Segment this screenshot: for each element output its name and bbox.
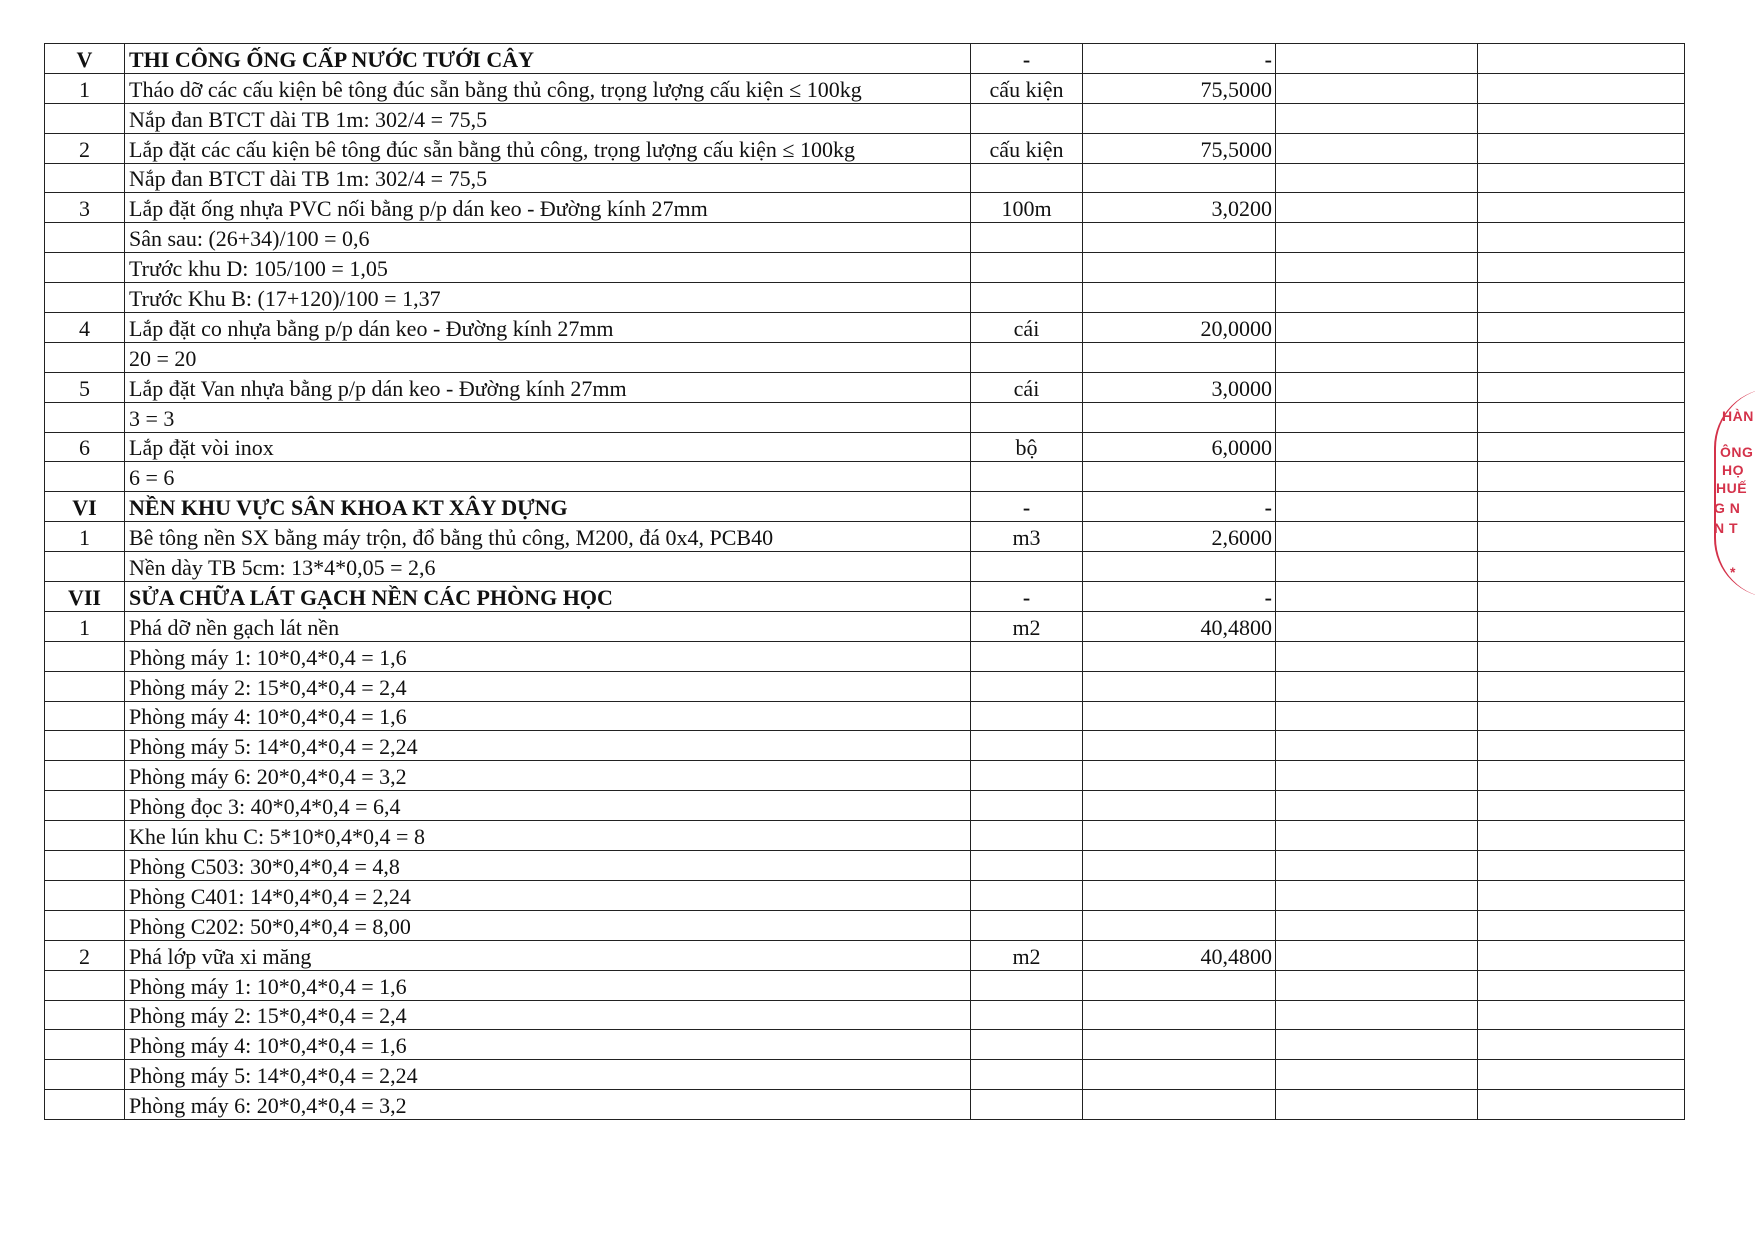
table-row: [45, 223, 1685, 253]
table-row: [45, 1090, 1685, 1120]
description-cell: Khe lún khu C: 5*10*0,4*0,4 = 8: [125, 821, 971, 851]
quantity-cell: -: [1083, 492, 1276, 522]
table-row: [45, 163, 1685, 193]
description-cell: Tháo dỡ các cấu kiện bê tông đúc sẵn bằng thủ công, trọng lượng cấu kiện ≤ 100kg: [125, 73, 971, 103]
description-cell: Bê tông nền SX bằng máy trộn, đổ bằng thủ công, M200, đá 0x4, PCB40: [125, 522, 971, 552]
stt-cell: 1: [45, 522, 125, 552]
description-cell: 20 = 20: [125, 342, 971, 372]
quantity-cell: [1083, 1030, 1276, 1060]
table-row: [45, 1060, 1685, 1090]
description-cell: Lắp đặt co nhựa bằng p/p dán keo - Đường kính 27mm: [125, 313, 971, 343]
extra-cell-1: [1276, 1030, 1478, 1060]
unit-cell: m2: [971, 611, 1083, 641]
description-cell: Phá dỡ nền gạch lát nền: [125, 611, 971, 641]
unit-cell: [971, 641, 1083, 671]
extra-cell-1: [1276, 253, 1478, 283]
quantity-cell: 75,5000: [1083, 133, 1276, 163]
stt-cell: [45, 1060, 125, 1090]
description-cell: Trước Khu B: (17+120)/100 = 1,37: [125, 283, 971, 313]
quantity-cell: [1083, 223, 1276, 253]
extra-cell-1: [1276, 731, 1478, 761]
unit-cell: [971, 223, 1083, 253]
extra-cell-1: [1276, 940, 1478, 970]
unit-cell: [971, 821, 1083, 851]
stt-cell: 3: [45, 193, 125, 223]
extra-cell-1: [1276, 402, 1478, 432]
description-cell: Phòng C202: 50*0,4*0,4 = 8,00: [125, 910, 971, 940]
stt-cell: [45, 671, 125, 701]
extra-cell-2: [1478, 910, 1685, 940]
stt-cell: [45, 851, 125, 881]
extra-cell-1: [1276, 821, 1478, 851]
unit-cell: [971, 910, 1083, 940]
extra-cell-2: [1478, 432, 1685, 462]
extra-cell-2: [1478, 103, 1685, 133]
quantity-cell: [1083, 283, 1276, 313]
table-row: [45, 283, 1685, 313]
extra-cell-2: [1478, 1030, 1685, 1060]
unit-cell: [971, 283, 1083, 313]
quantity-cell: 75,5000: [1083, 73, 1276, 103]
extra-cell-2: [1478, 253, 1685, 283]
stt-cell: [45, 402, 125, 432]
quantity-cell: [1083, 880, 1276, 910]
stt-cell: 1: [45, 611, 125, 641]
extra-cell-1: [1276, 552, 1478, 582]
extra-cell-1: [1276, 73, 1478, 103]
quantity-cell: [1083, 1090, 1276, 1120]
extra-cell-1: [1276, 880, 1478, 910]
stamp-fragment: HUẾ: [1716, 480, 1748, 496]
table-row: [45, 821, 1685, 851]
table-row: [45, 761, 1685, 791]
unit-cell: -: [971, 44, 1083, 74]
quantity-table-body: [45, 44, 1685, 1120]
unit-cell: [971, 791, 1083, 821]
quantity-cell: [1083, 1000, 1276, 1030]
description-cell: Phòng máy 4: 10*0,4*0,4 = 1,6: [125, 701, 971, 731]
description-cell: Nắp đan BTCT dài TB 1m: 302/4 = 75,5: [125, 163, 971, 193]
quantity-cell: 40,4800: [1083, 611, 1276, 641]
stamp-fragment: *: [1730, 564, 1736, 580]
quantity-cell: [1083, 1060, 1276, 1090]
extra-cell-1: [1276, 223, 1478, 253]
quantity-cell: -: [1083, 44, 1276, 74]
description-cell: Phòng máy 2: 15*0,4*0,4 = 2,4: [125, 1000, 971, 1030]
stt-cell: [45, 253, 125, 283]
stt-cell: [45, 163, 125, 193]
stt-cell: [45, 1000, 125, 1030]
stamp-fragment: G N: [1714, 500, 1741, 516]
extra-cell-2: [1478, 671, 1685, 701]
extra-cell-1: [1276, 1060, 1478, 1090]
extra-cell-2: [1478, 193, 1685, 223]
quantity-cell: 6,0000: [1083, 432, 1276, 462]
table-row: [45, 671, 1685, 701]
unit-cell: cái: [971, 372, 1083, 402]
table-row: [45, 193, 1685, 223]
extra-cell-1: [1276, 133, 1478, 163]
unit-cell: cấu kiện: [971, 73, 1083, 103]
quantity-cell: 3,0000: [1083, 372, 1276, 402]
description-cell: Lắp đặt ống nhựa PVC nối bằng p/p dán keo - Đường kính 27mm: [125, 193, 971, 223]
unit-cell: [971, 552, 1083, 582]
quantity-cell: [1083, 821, 1276, 851]
unit-cell: [971, 701, 1083, 731]
table-row: [45, 641, 1685, 671]
stt-cell: 1: [45, 73, 125, 103]
stamp-fragment: ÔNG: [1720, 444, 1754, 460]
extra-cell-1: [1276, 671, 1478, 701]
extra-cell-1: [1276, 313, 1478, 343]
quantity-table: [44, 43, 1685, 1120]
extra-cell-1: [1276, 492, 1478, 522]
extra-cell-1: [1276, 342, 1478, 372]
table-row: [45, 313, 1685, 343]
extra-cell-1: [1276, 701, 1478, 731]
extra-cell-1: [1276, 851, 1478, 881]
unit-cell: [971, 342, 1083, 372]
extra-cell-2: [1478, 492, 1685, 522]
description-cell: Sân sau: (26+34)/100 = 0,6: [125, 223, 971, 253]
quantity-cell: [1083, 791, 1276, 821]
stt-cell: 5: [45, 372, 125, 402]
table-row: [45, 522, 1685, 552]
unit-cell: [971, 880, 1083, 910]
section-row: [45, 44, 1685, 74]
table-row: [45, 133, 1685, 163]
unit-cell: [971, 851, 1083, 881]
table-row: [45, 970, 1685, 1000]
stt-cell: [45, 223, 125, 253]
quantity-cell: -: [1083, 582, 1276, 612]
extra-cell-1: [1276, 522, 1478, 552]
stt-cell: VI: [45, 492, 125, 522]
description-cell: 3 = 3: [125, 402, 971, 432]
unit-cell: [971, 163, 1083, 193]
description-cell: Phòng đọc 3: 40*0,4*0,4 = 6,4: [125, 791, 971, 821]
description-cell: Phòng máy 1: 10*0,4*0,4 = 1,6: [125, 970, 971, 1000]
extra-cell-1: [1276, 103, 1478, 133]
stt-cell: 4: [45, 313, 125, 343]
quantity-cell: [1083, 253, 1276, 283]
quantity-cell: 20,0000: [1083, 313, 1276, 343]
description-cell: Phòng C401: 14*0,4*0,4 = 2,24: [125, 880, 971, 910]
stt-cell: [45, 552, 125, 582]
table-row: [45, 701, 1685, 731]
quantity-cell: 40,4800: [1083, 940, 1276, 970]
quantity-cell: [1083, 731, 1276, 761]
unit-cell: [971, 402, 1083, 432]
extra-cell-2: [1478, 1060, 1685, 1090]
unit-cell: 100m: [971, 193, 1083, 223]
description-cell: Phòng máy 1: 10*0,4*0,4 = 1,6: [125, 641, 971, 671]
extra-cell-2: [1478, 44, 1685, 74]
stt-cell: VII: [45, 582, 125, 612]
stamp-fragment: HỌ: [1722, 462, 1744, 478]
description-cell: Nền dày TB 5cm: 13*4*0,05 = 2,6: [125, 552, 971, 582]
extra-cell-2: [1478, 821, 1685, 851]
quantity-cell: [1083, 970, 1276, 1000]
extra-cell-1: [1276, 44, 1478, 74]
description-cell: Phòng máy 6: 20*0,4*0,4 = 3,2: [125, 1090, 971, 1120]
extra-cell-2: [1478, 731, 1685, 761]
description-cell: Phòng máy 5: 14*0,4*0,4 = 2,24: [125, 731, 971, 761]
extra-cell-1: [1276, 432, 1478, 462]
unit-cell: [971, 103, 1083, 133]
extra-cell-2: [1478, 970, 1685, 1000]
stt-cell: [45, 910, 125, 940]
table-row: [45, 910, 1685, 940]
extra-cell-1: [1276, 283, 1478, 313]
quantity-cell: [1083, 910, 1276, 940]
unit-cell: m2: [971, 940, 1083, 970]
description-cell: SỬA CHỮA LÁT GẠCH NỀN CÁC PHÒNG HỌC: [125, 582, 971, 612]
extra-cell-1: [1276, 163, 1478, 193]
extra-cell-2: [1478, 761, 1685, 791]
description-cell: Phá lớp vữa xi măng: [125, 940, 971, 970]
extra-cell-1: [1276, 761, 1478, 791]
stt-cell: [45, 880, 125, 910]
quantity-cell: [1083, 641, 1276, 671]
description-cell: Phòng máy 4: 10*0,4*0,4 = 1,6: [125, 1030, 971, 1060]
stt-cell: [45, 1030, 125, 1060]
quantity-cell: 2,6000: [1083, 522, 1276, 552]
extra-cell-1: [1276, 372, 1478, 402]
description-cell: 6 = 6: [125, 462, 971, 492]
table-row: [45, 552, 1685, 582]
unit-cell: [971, 761, 1083, 791]
unit-cell: [971, 970, 1083, 1000]
section-row: [45, 582, 1685, 612]
extra-cell-2: [1478, 701, 1685, 731]
stt-cell: [45, 1090, 125, 1120]
unit-cell: [971, 1000, 1083, 1030]
unit-cell: -: [971, 492, 1083, 522]
table-row: [45, 940, 1685, 970]
unit-cell: bộ: [971, 432, 1083, 462]
extra-cell-1: [1276, 791, 1478, 821]
description-cell: Phòng máy 6: 20*0,4*0,4 = 3,2: [125, 761, 971, 791]
table-row: [45, 432, 1685, 462]
stt-cell: [45, 821, 125, 851]
stt-cell: [45, 103, 125, 133]
extra-cell-1: [1276, 1090, 1478, 1120]
table-row: [45, 372, 1685, 402]
table-row: [45, 851, 1685, 881]
description-cell: THI CÔNG ỐNG CẤP NƯỚC TƯỚI CÂY: [125, 44, 971, 74]
section-row: [45, 492, 1685, 522]
description-cell: Phòng C503: 30*0,4*0,4 = 4,8: [125, 851, 971, 881]
extra-cell-2: [1478, 283, 1685, 313]
table-row: [45, 1000, 1685, 1030]
stamp-fragment: HÀN: [1722, 408, 1754, 424]
table-row: [45, 73, 1685, 103]
extra-cell-2: [1478, 880, 1685, 910]
table-row: [45, 253, 1685, 283]
extra-cell-1: [1276, 462, 1478, 492]
unit-cell: [971, 1030, 1083, 1060]
quantity-cell: [1083, 462, 1276, 492]
extra-cell-2: [1478, 611, 1685, 641]
unit-cell: [971, 1090, 1083, 1120]
quantity-cell: [1083, 163, 1276, 193]
stt-cell: 2: [45, 940, 125, 970]
table-row: [45, 611, 1685, 641]
quantity-cell: [1083, 552, 1276, 582]
table-row: [45, 103, 1685, 133]
table-row: [45, 731, 1685, 761]
table-row: [45, 880, 1685, 910]
unit-cell: [971, 462, 1083, 492]
stt-cell: 6: [45, 432, 125, 462]
table-row: [45, 1030, 1685, 1060]
stt-cell: [45, 462, 125, 492]
unit-cell: [971, 731, 1083, 761]
quantity-cell: 3,0200: [1083, 193, 1276, 223]
table-row: [45, 462, 1685, 492]
table-row: [45, 342, 1685, 372]
quantity-cell: [1083, 342, 1276, 372]
unit-cell: cấu kiện: [971, 133, 1083, 163]
extra-cell-2: [1478, 552, 1685, 582]
extra-cell-2: [1478, 402, 1685, 432]
quantity-cell: [1083, 402, 1276, 432]
stt-cell: V: [45, 44, 125, 74]
unit-cell: [971, 671, 1083, 701]
extra-cell-2: [1478, 582, 1685, 612]
stt-cell: 2: [45, 133, 125, 163]
quantity-cell: [1083, 671, 1276, 701]
extra-cell-2: [1478, 223, 1685, 253]
stt-cell: [45, 761, 125, 791]
extra-cell-1: [1276, 611, 1478, 641]
extra-cell-1: [1276, 582, 1478, 612]
stt-cell: [45, 283, 125, 313]
quantity-cell: [1083, 761, 1276, 791]
description-cell: Lắp đặt Van nhựa bằng p/p dán keo - Đường kính 27mm: [125, 372, 971, 402]
extra-cell-2: [1478, 313, 1685, 343]
description-cell: NỀN KHU VỰC SÂN KHOA KT XÂY DỰNG: [125, 492, 971, 522]
extra-cell-2: [1478, 791, 1685, 821]
extra-cell-2: [1478, 1090, 1685, 1120]
unit-cell: -: [971, 582, 1083, 612]
stt-cell: [45, 970, 125, 1000]
extra-cell-2: [1478, 522, 1685, 552]
extra-cell-1: [1276, 1000, 1478, 1030]
extra-cell-2: [1478, 372, 1685, 402]
unit-cell: cái: [971, 313, 1083, 343]
description-cell: Phòng máy 5: 14*0,4*0,4 = 2,24: [125, 1060, 971, 1090]
extra-cell-2: [1478, 133, 1685, 163]
extra-cell-2: [1478, 940, 1685, 970]
description-cell: Phòng máy 2: 15*0,4*0,4 = 2,4: [125, 671, 971, 701]
table-row: [45, 791, 1685, 821]
extra-cell-2: [1478, 342, 1685, 372]
quantity-cell: [1083, 701, 1276, 731]
stt-cell: [45, 641, 125, 671]
extra-cell-2: [1478, 641, 1685, 671]
quantity-cell: [1083, 851, 1276, 881]
description-cell: Lắp đặt các cấu kiện bê tông đúc sẵn bằng thủ công, trọng lượng cấu kiện ≤ 100kg: [125, 133, 971, 163]
table-row: [45, 402, 1685, 432]
extra-cell-2: [1478, 851, 1685, 881]
unit-cell: m3: [971, 522, 1083, 552]
extra-cell-2: [1478, 1000, 1685, 1030]
stt-cell: [45, 731, 125, 761]
extra-cell-2: [1478, 462, 1685, 492]
extra-cell-1: [1276, 910, 1478, 940]
extra-cell-1: [1276, 970, 1478, 1000]
extra-cell-1: [1276, 193, 1478, 223]
red-seal-stamp: [1712, 388, 1755, 598]
description-cell: Nắp đan BTCT dài TB 1m: 302/4 = 75,5: [125, 103, 971, 133]
description-cell: Trước khu D: 105/100 = 1,05: [125, 253, 971, 283]
unit-cell: [971, 1060, 1083, 1090]
extra-cell-2: [1478, 73, 1685, 103]
quantity-cell: [1083, 103, 1276, 133]
stt-cell: [45, 342, 125, 372]
stt-cell: [45, 701, 125, 731]
stamp-fragment: N T: [1714, 520, 1739, 536]
extra-cell-1: [1276, 641, 1478, 671]
unit-cell: [971, 253, 1083, 283]
description-cell: Lắp đặt vòi inox: [125, 432, 971, 462]
extra-cell-2: [1478, 163, 1685, 193]
stt-cell: [45, 791, 125, 821]
